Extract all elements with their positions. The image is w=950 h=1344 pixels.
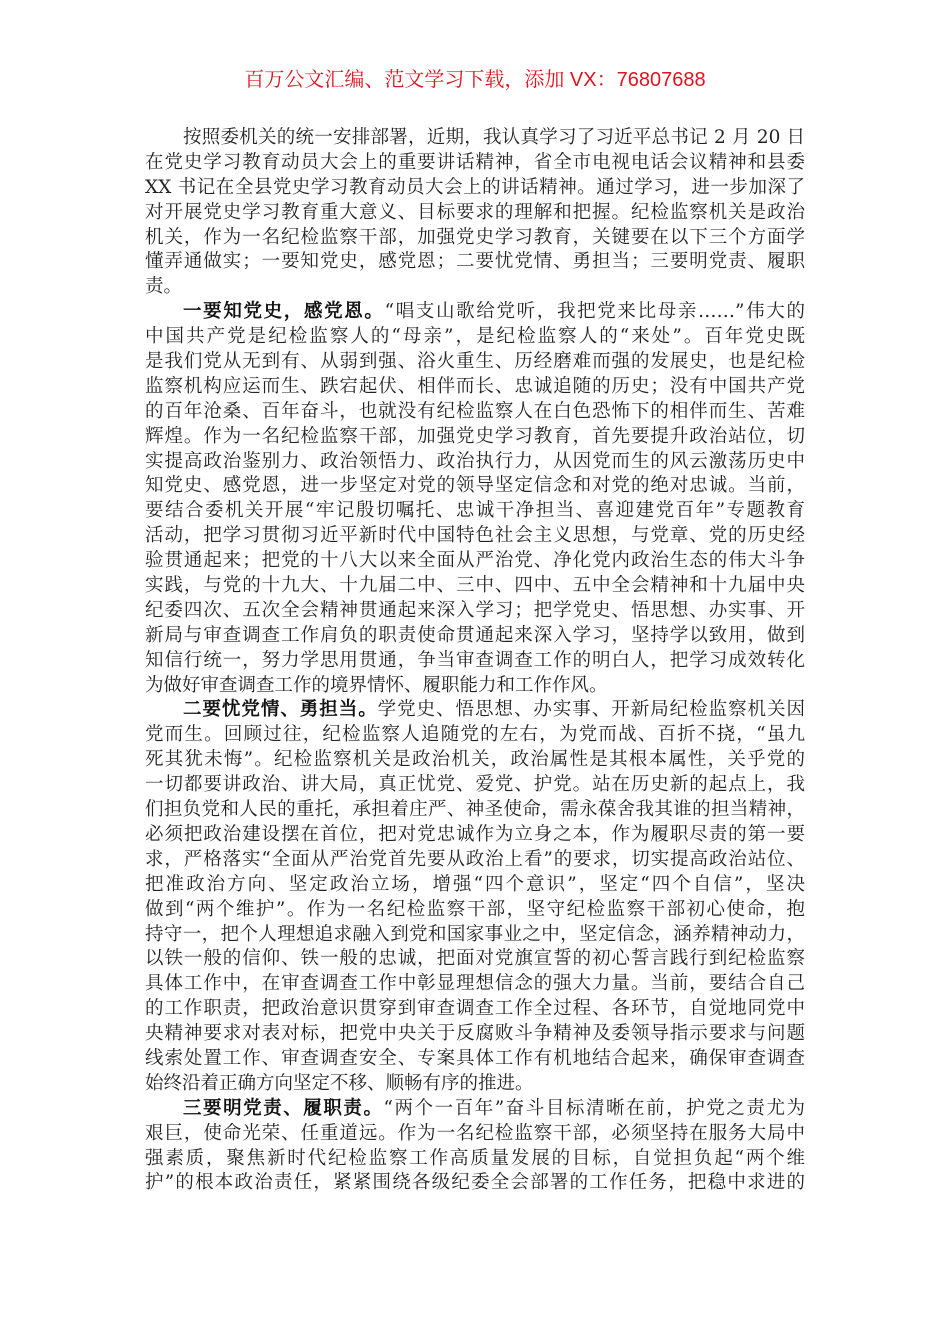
text-line [145, 947, 805, 972]
line-text: 按照委机关的统一安排部署，近期，我认真学习了习近平总书记 2 月 20 日 [183, 127, 805, 148]
line-text: 以铁一般的信仰、铁一般的忠诚，把面对党旗宣誓的初心誓言践行到纪检监察 [145, 948, 805, 970]
text-line [145, 201, 805, 226]
line-text: 活动，把学习贯彻习近平新时代中国特色社会主义思想，与党章、党的历史经 [145, 525, 805, 547]
text-line [145, 524, 805, 549]
line-text: 知信行统一，努力学思用贯通，争当审查调查工作的明白人，把学习成效转化 [145, 649, 805, 671]
text-line [145, 350, 805, 375]
section-heading: 三要明党责、履职责。 [183, 1097, 384, 1119]
paragraph [145, 300, 805, 698]
text-line [145, 574, 805, 599]
paragraph [145, 1097, 805, 1197]
line-text: 是我们党从无到有、从弱到强、浴火重生、历经磨难而强的发展史，也是纪检 [145, 351, 805, 373]
text-line [145, 549, 805, 574]
line-text: 强素质，聚焦新时代纪检监察工作高质量发展的目标，自觉担负起“两个维 [145, 1147, 805, 1169]
text-line [145, 997, 805, 1022]
text-line [145, 176, 805, 201]
text-line [145, 126, 805, 151]
text-line [145, 400, 805, 425]
text-line [145, 898, 805, 923]
text-line [145, 226, 805, 251]
text-line [145, 1171, 805, 1196]
line-text: 持守一，把个人理想追求融入到党和国家事业之中，坚定信念，涵养精神动力， [145, 923, 805, 945]
line-text: 要结合委机关开展“牢记殷切嘱托、忠诚干净担当、喜迎建党百年”专题教育 [145, 500, 805, 522]
text-line [145, 649, 805, 674]
line-text: 必须把政治建设摆在首位，把对党忠诚作为立身之本，作为履职尽责的第一要 [145, 823, 805, 845]
text-line [145, 1147, 805, 1172]
text-line [145, 698, 805, 723]
line-text: 责。 [145, 276, 183, 298]
paragraph [145, 698, 805, 1096]
line-text: 的百年沧桑、百年奋斗，也就没有纪检监察人在白色恐怖下的相伴而生、苦难 [145, 400, 805, 422]
line-text: 做到“两个维护”。作为一名纪检监察干部，坚守纪检监察干部初心使命，抱 [145, 898, 805, 920]
line-text: “唱支山歌给党听，我把党来比母亲……”伟大的 [384, 301, 805, 323]
line-text: 死其犹未悔”。纪检监察机关是政治机关，政治属性是其根本属性，关乎党的 [145, 749, 805, 771]
text-line [145, 1022, 805, 1047]
text-line [145, 748, 805, 773]
text-line [145, 425, 805, 450]
text-line [145, 375, 805, 400]
line-text: 为做好审查调查工作的境界情怀、履职能力和工作作风。 [145, 674, 608, 696]
line-text: 护”的根本政治责任，紧紧围绕各级纪委全会部署的工作任务，把稳中求进的 [145, 1172, 805, 1194]
line-text: 新局与审查调查工作肩负的职责使命贯通起来深入学习，坚持学以致用，做到 [145, 624, 805, 646]
text-line [145, 873, 805, 898]
line-text: 监察机构应运而生、跌宕起伏、相伴而长、忠诚追随的历史；没有中国共产党 [145, 375, 805, 397]
line-text: 知党史、感党恩，进一步坚定对党的领导坚定信念和对党的绝对忠诚。当前， [145, 475, 805, 497]
section-heading: 二要忧党情、勇担当。 [183, 699, 378, 721]
text-line [145, 599, 805, 624]
line-text: 在党史学习教育动员大会上的重要讲话精神，省全市电视电话会议精神和县委 [145, 151, 805, 173]
line-text: 学党史、悟思想、办实事、开新局纪检监察机关因 [377, 699, 805, 721]
text-line [145, 450, 805, 475]
download-banner: 百万公文汇编、范文学习下载，添加 VX：76807688 [244, 69, 706, 91]
line-text: “两个一百年”奋斗目标清晰在前，护党之责尤为 [383, 1097, 805, 1119]
text-line [145, 275, 805, 300]
line-text: 验贯通起来；把党的十八大以来全面从严治党、净化党内政治生态的伟大斗争 [145, 550, 805, 572]
line-text: 的工作职责，把政治意识贯穿到审查调查工作全过程、各环节，自觉地同党中 [145, 998, 805, 1020]
text-line [145, 923, 805, 948]
line-text: 把准政治方向、坚定政治立场，增强“四个意识”，坚定“四个自信”，坚决 [145, 873, 805, 895]
line-text: 们担负党和人民的重托，承担着庄严、神圣使命，需永葆舍我其谁的担当精神， [145, 799, 805, 821]
text-line [145, 325, 805, 350]
text-line [145, 624, 805, 649]
text-line [145, 151, 805, 176]
text-line [145, 250, 805, 275]
text-line [145, 1122, 805, 1147]
line-text: 实提高政治鉴别力、政治领悟力、政治执行力，从因党而生的风云激荡历史中 [145, 450, 805, 472]
line-text: 央精神要求对表对标，把党中央关于反腐败斗争精神及委领导指示要求与问题 [145, 1023, 805, 1045]
line-text: 纪委四次、五次全会精神贯通起来深入学习；把学党史、悟思想、办实事、开 [145, 599, 805, 621]
paragraph [145, 126, 805, 300]
line-text: 党而生。回顾过往，纪检监察人追随党的左右，为党而战、百折不挠，“虽九 [145, 724, 805, 746]
document-body [145, 126, 805, 1196]
text-line [145, 1047, 805, 1072]
line-text: 辉煌。作为一名纪检监察干部，加强党史学习教育，首先要提升政治站位，切 [145, 425, 805, 447]
line-text: 线索处置工作、审查调查安全、专案具体工作有机地结合起来，确保审查调查 [145, 1047, 805, 1069]
text-line [145, 674, 805, 699]
text-line [145, 798, 805, 823]
text-line [145, 972, 805, 997]
line-text: 实践，与党的十九大、十九届二中、三中、四中、五中全会精神和十九届中央 [145, 575, 805, 597]
text-line [145, 773, 805, 798]
line-text: 求，严格落实“全面从严治党首先要从政治上看”的要求，切实提高政治站位、 [145, 848, 805, 870]
section-heading: 一要知党史，感党恩。 [183, 301, 385, 323]
line-text: 对开展党史学习教育重大意义、目标要求的理解和把握。纪检监察机关是政治 [145, 201, 805, 223]
line-text: 艰巨，使命光荣、任重道远。作为一名纪检监察干部，必须坚持在服务大局中 [145, 1122, 805, 1144]
line-text: 具体工作中，在审查调查工作中彰显理想信念的强大力量。当前，要结合自己 [145, 973, 805, 995]
text-line [145, 300, 805, 325]
line-text: 始终沿着正确方向坚定不移、顺畅有序的推进。 [145, 1072, 534, 1094]
line-text: 一切都要讲政治、讲大局，真正忧党、爱党、护党。站在历史新的起点上，我 [145, 774, 805, 796]
text-line [145, 499, 805, 524]
text-line [145, 723, 805, 748]
text-line [145, 1072, 805, 1097]
text-line [145, 474, 805, 499]
text-line [145, 823, 805, 848]
line-text: 机关，作为一名纪检监察干部，加强党史学习教育，关键要在以下三个方面学 [145, 226, 805, 248]
text-line [145, 848, 805, 873]
line-text: XX 书记在全县党史学习教育动员大会上的讲话精神。通过学习，进一步加深了 [145, 176, 805, 198]
line-text: 中国共产党是纪检监察人的“母亲”，是纪检监察人的“来处”。百年党史既 [145, 326, 805, 348]
line-text: 懂弄通做实；一要知党史，感党恩；二要忧党情、勇担当；三要明党责、履职 [145, 251, 805, 273]
text-line [145, 1097, 805, 1122]
